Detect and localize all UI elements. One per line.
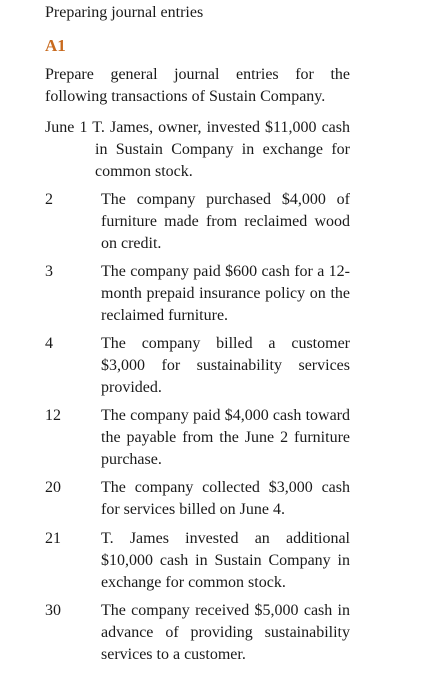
transaction-text: The company paid $600 cash for a 12-month prepaid insurance policy on the reclaimed furniture.: [101, 263, 350, 324]
section-title: Preparing journal entries: [45, 4, 204, 21]
transaction-june-1-body: [45, 117, 350, 183]
transaction-date: 20: [45, 479, 61, 496]
transaction-text: The company paid $4,000 cash toward the payable from the June 2 furniture purchase.: [101, 407, 350, 468]
transaction-date: 4: [45, 335, 53, 352]
transaction-date: 30: [45, 602, 61, 619]
transaction-date: June 1: [45, 119, 88, 136]
transaction-text: The company received $5,000 cash in advance of providing sustainability services to a customer.: [101, 602, 350, 663]
transaction-text: T. James, owner, invested $11,000 cash in Sustain Company in exchange for common stock.: [92, 119, 350, 180]
transaction-date: 2: [45, 191, 53, 208]
transaction-text: The company billed a customer $3,000 for sustainability services provided.: [101, 335, 350, 396]
transaction-text: The company purchased $4,000 of furniture made from reclaimed wood on credit.: [101, 191, 350, 252]
instructions-text: Prepare general journal entries for the following transactions of Sustain Company.: [45, 66, 350, 105]
transaction-text: T. James invested an additional $10,000 cash in Sustain Company in exchange for common stock.: [101, 530, 350, 591]
transaction-date: 3: [45, 263, 53, 280]
transaction-date: 21: [45, 530, 61, 547]
transaction-text: The company collected $3,000 cash for services billed on June 4.: [101, 479, 350, 518]
exercise-label: A1: [45, 36, 66, 55]
transaction-date: 12: [45, 407, 61, 424]
